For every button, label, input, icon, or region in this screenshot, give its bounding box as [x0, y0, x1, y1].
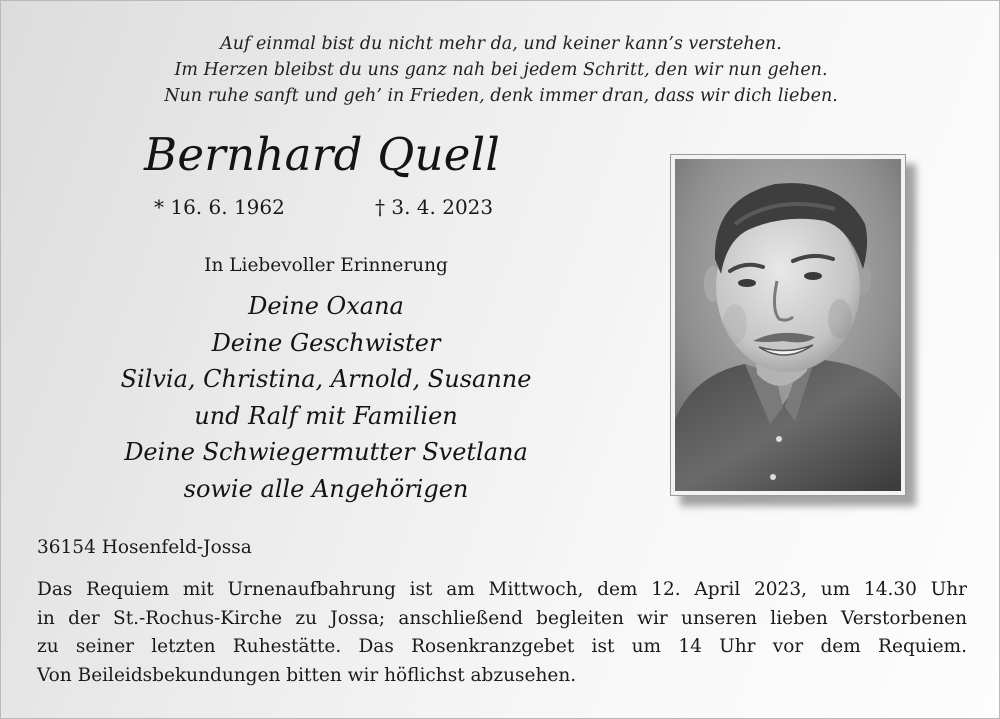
- portrait-photo: [670, 154, 906, 496]
- poem-line-2: Im Herzen bleibst du uns ganz nah bei jedem Schritt, den wir nun gehen.: [174, 60, 828, 80]
- mourners-list: [1, 288, 651, 507]
- poem-line-3: Nun ruhe sanft und geh’ in Frieden, denk immer dran, dass wir dich lieben.: [164, 86, 838, 106]
- birth-date: * 16. 6. 1962: [154, 195, 285, 219]
- mourner-line: Deine Schwiegermutter Svetlana: [124, 438, 528, 466]
- mourner-line: sowie alle Angehörigen: [183, 474, 469, 503]
- mourner-line: Deine Geschwister: [211, 328, 441, 357]
- requiem-notice: [37, 576, 967, 690]
- requiem-line: in der St.-Rochus-Kirche zu Jossa; anschließend begleiten wir unseren lieben Verstorbenen: [37, 607, 967, 629]
- poem-line-1: Auf einmal bist du nicht mehr da, und keiner kann’s verstehen.: [220, 34, 782, 54]
- portrait-image: [675, 159, 901, 491]
- requiem-line: zu seiner letzten Ruhestätte. Das Rosenkranzgebet ist um 14 Uhr vor dem Requiem.: [37, 636, 967, 657]
- requiem-line: Das Requiem mit Urnenaufbahrung ist am Mittwoch, dem 12. April 2023, um 14.30 Uhr: [37, 579, 967, 600]
- location: 36154 Hosenfeld-Jossa: [37, 537, 252, 558]
- memory-line: In Liebevoller Erinnerung: [204, 255, 448, 276]
- requiem-line: Von Beileidsbekundungen bitten wir höflichst abzusehen.: [37, 664, 577, 686]
- death-date: † 3. 4. 2023: [375, 195, 494, 219]
- poem: [1, 31, 1000, 109]
- mourner-line: Silvia, Christina, Arnold, Susanne: [120, 365, 532, 393]
- mourner-line: Deine Oxana: [248, 292, 404, 320]
- mourner-line: und Ralf mit Familien: [194, 401, 458, 430]
- deceased-name: Bernhard Quell: [144, 128, 501, 181]
